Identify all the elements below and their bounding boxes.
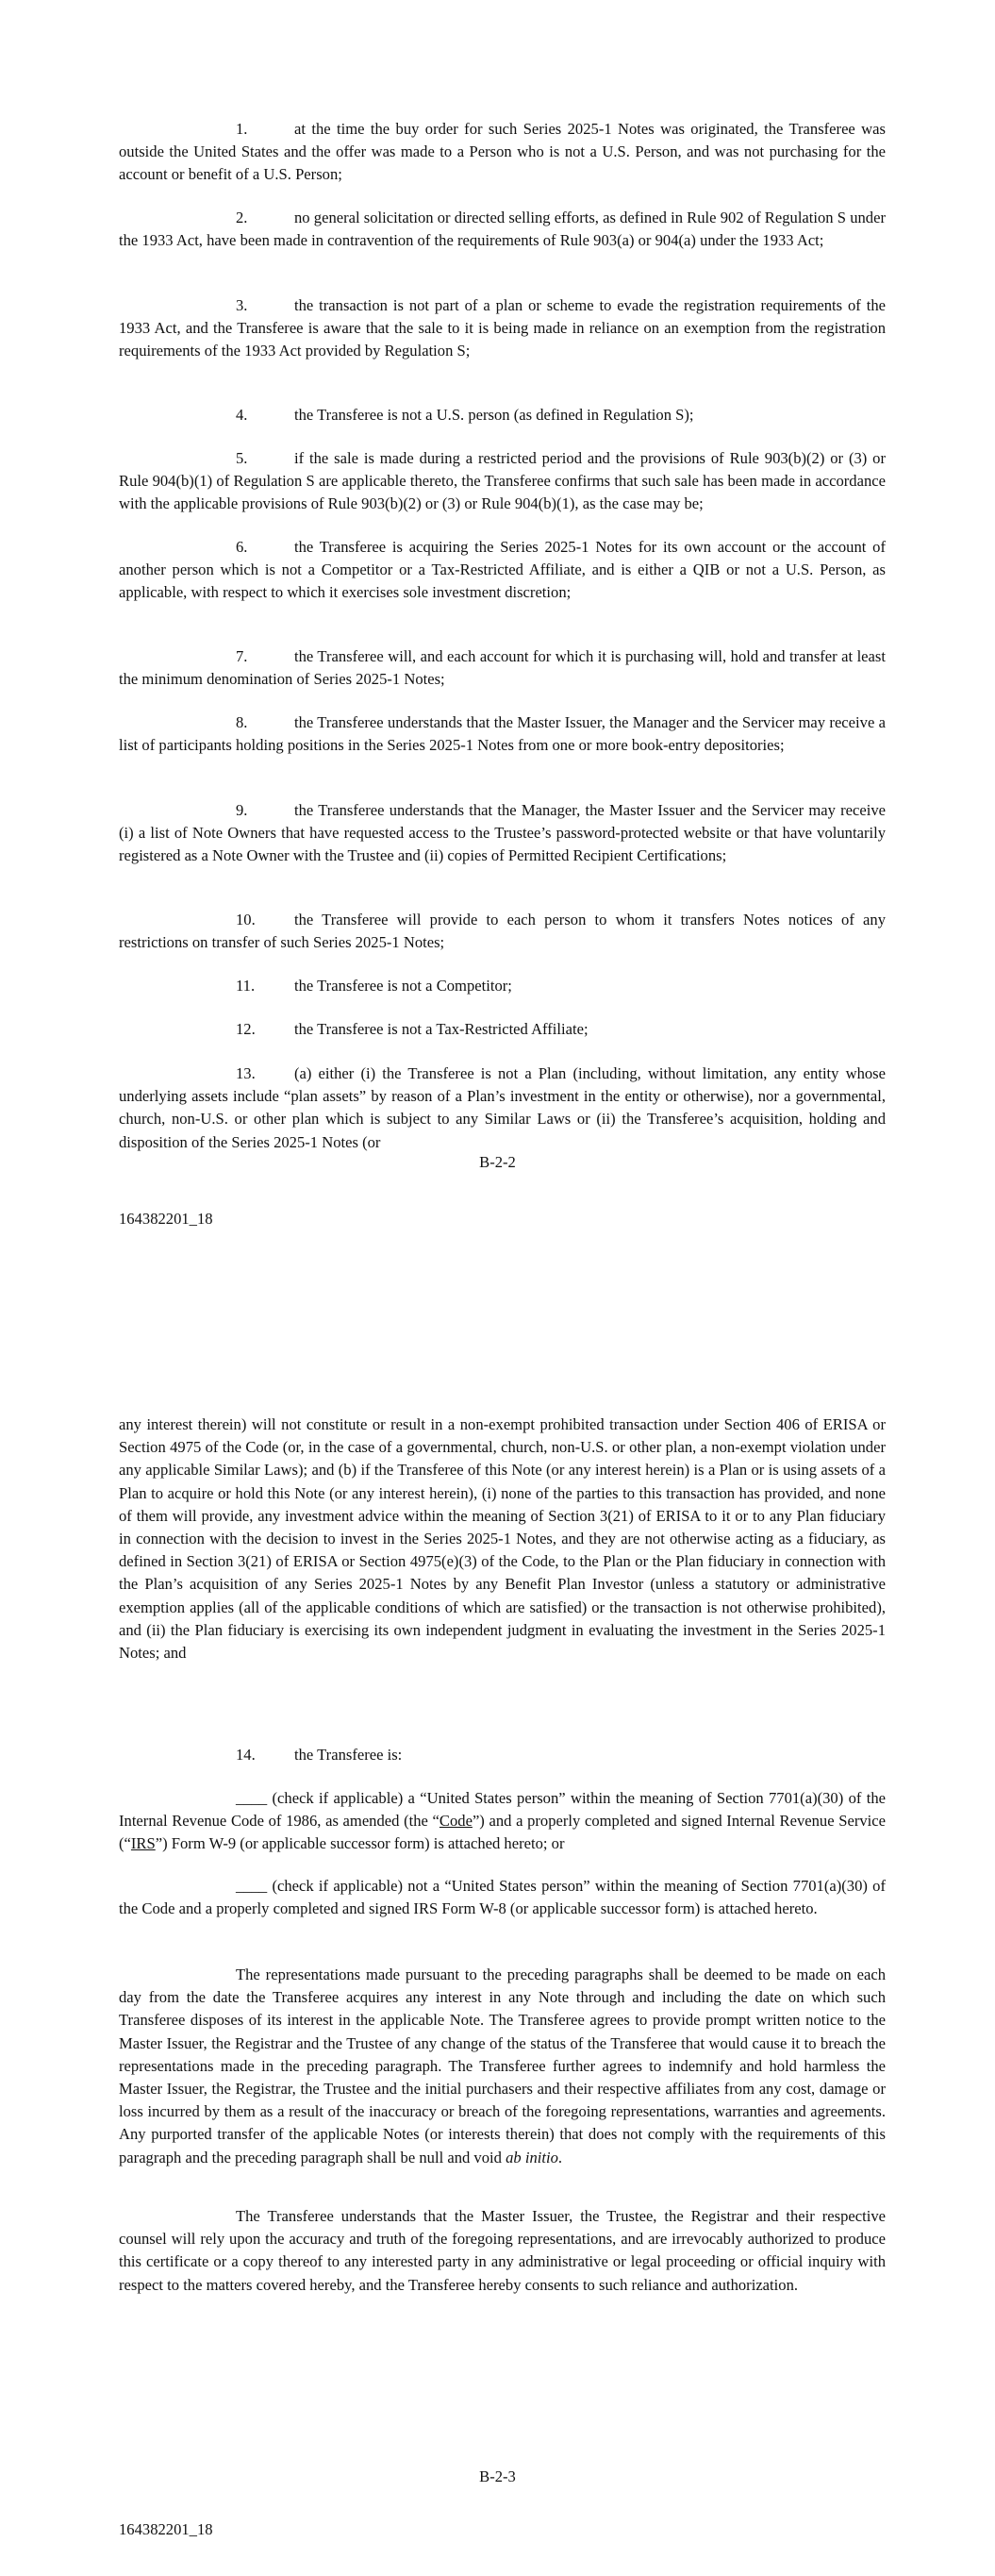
paragraph-5 [119, 447, 886, 516]
option-non-us-person [119, 1875, 886, 1920]
document-id: 164382201_18 [119, 1210, 213, 1228]
paragraph-number: 9. [236, 801, 248, 819]
defined-term-code: Code [439, 1812, 473, 1831]
defined-term-irs: IRS [130, 1834, 156, 1853]
paragraph-text: the Transferee is not a U.S. person (as defined in Regulation S); [294, 406, 694, 424]
reliance-paragraph [119, 2205, 886, 2297]
paragraph-number: 1. [236, 120, 248, 138]
option-text: (check if applicable) not a “United States person” within the meaning of Section 7701(a)(30) of the Code and a properly completed and signed IRS Form W-8 (or applicable successor form) is attached hereto. [119, 1877, 886, 1918]
paragraph-1 [119, 118, 886, 187]
paragraph-2 [119, 207, 886, 252]
paragraph-number: 11. [236, 977, 256, 995]
paragraph-text: the Transferee understands that the Manager, the Master Issuer and the Servicer may receive (i) a list of Note Owners that have requested access to the Trustee’s password-protected website or that have voluntarily registered as a Note Owner with the Trustee and (ii) copies of Permitted Recipient Certifications; [119, 801, 886, 865]
paragraph-7 [119, 645, 886, 691]
page-number: B-2-2 [479, 1153, 516, 1171]
paragraph-number: 5. [236, 449, 248, 467]
option-us-person [119, 1787, 886, 1856]
paragraph-text: any interest therein) will not constitute or result in a non-exempt prohibited transaction under Section 406 of ERISA or Section 4975 of the Code (or, in the case of a governmental, church, non-U.S. or other plan, a non-exempt violation under any applicable Similar Laws); and (b) if the Transferee of this Note (or any interest herein) is a Plan or is using assets of a Plan to acquire or hold this Note (or any interest herein), (i) none of the parties to this transaction has provided, and none of them will provide, any investment advice within the meaning of Section 3(21) of ERISA to it or to any Plan fiduciary in connection with the decision to invest in the Series 2025-1 Notes, and they are not otherwise acting as a fiduciary, as defined in Section 3(21) of ERISA or Section 4975(e)(3) of the Code, to the Plan or the Plan fiduciary in connection with the Plan’s acquisition of any Series 2025-1 Notes by any Benefit Plan Investor (unless a statutory or administrative exemption applies (all of the applicable conditions of which are satisfied) or the transaction is not otherwise prohibited), and (ii) the Plan fiduciary is exercising its own independent judgment in evaluating the investment in the Series 2025-1 Notes; and [119, 1415, 886, 1663]
paragraph-text: the Transferee is not a Competitor; [294, 977, 512, 995]
paragraph-3 [119, 294, 886, 363]
paragraph-14 [119, 1744, 886, 1766]
paragraph-text: at the time the buy order for such Series 2025-1 Notes was originated, the Transferee was outside the United States and the offer was made to a Person who is not a U.S. Person, and was not purchasing for the account or benefit of a U.S. Person; [119, 120, 886, 184]
paragraph-text: The representations made pursuant to the preceding paragraphs shall be deemed to be made on each day from the date the Transferee acquires any interest in any Note through and including the date on which such Transferee disposes of its interest in the applicable Note. The Transferee agrees to provide prompt written notice to the Master Issuer, the Registrar and the Trustee of any change of the status of the Transferee that would cause it to breach the representations made in the preceding paragraph. The Transferee further agrees to indemnify and hold harmless the Master Issuer, the Registrar, the Trustee and the initial purchasers and their respective affiliates from any cost, damage or loss incurred by them as a result of the inaccuracy or breach of the foregoing representations, warranties and agreements. Any purported transfer of the applicable Notes (or interests therein) that does not comply with the requirements of this paragraph and the preceding paragraph shall be null and void [119, 1965, 886, 2166]
paragraph-number: 13. [236, 1064, 256, 1082]
italic-term: ab initio [506, 2148, 558, 2166]
paragraph-4 [119, 404, 886, 427]
paragraph-13-continuation [119, 1413, 886, 1664]
paragraph-text: the transaction is not part of a plan or scheme to evade the registration requirements of the 1933 Act, and the Transferee is aware that the sale to it is being made in reliance on an exemption from the registration requirements of the 1933 Act provided by Regulation S; [119, 296, 886, 360]
paragraph-number: 6. [236, 538, 248, 556]
paragraph-number: 8. [236, 713, 248, 731]
check-blank[interactable]: ____ [236, 1877, 268, 1895]
paragraph-number: 3. [236, 296, 248, 314]
paragraph-text: (a) either (i) the Transferee is not a Plan (including, without limitation, any entity whose underlying assets include “plan assets” by reason of a Plan’s investment in the entity or otherwise), nor a governmental, church, non-U.S. or other plan which is subject to any Similar Laws or (ii) the Transferee’s acquisition, holding and disposition of the Series 2025-1 Notes (or [119, 1064, 886, 1151]
paragraph-text: the Transferee is acquiring the Series 2025-1 Notes for its own account or the account of another person which is not a Competitor or a Tax-Restricted Affiliate, and is either a QIB or not a U.S. Person, as applicable, with respect to which it exercises sole investment discretion; [119, 538, 886, 602]
paragraph-text: the Transferee will, and each account for which it is purchasing will, hold and transfer at least the minimum denomination of Series 2025-1 Notes; [119, 647, 886, 689]
paragraph-12 [119, 1018, 886, 1041]
paragraph-number: 2. [236, 209, 248, 226]
option-text: ”) and a properly completed and signed Internal Revenue Service (“ [119, 1812, 886, 1853]
paragraph-number: 14. [236, 1746, 256, 1764]
paragraph-10 [119, 909, 886, 954]
paragraph-number: 4. [236, 406, 248, 424]
paragraph-8 [119, 711, 886, 757]
paragraph-text: the Transferee understands that the Master Issuer, the Manager and the Servicer may receive a list of participants holding positions in the Series 2025-1 Notes from one or more book-entry depositories; [119, 713, 886, 755]
page-number: B-2-3 [479, 2467, 516, 2485]
paragraph-text: the Transferee is: [294, 1746, 403, 1764]
paragraph-11 [119, 975, 886, 997]
paragraph-text: The Transferee understands that the Master Issuer, the Trustee, the Registrar and their respective counsel will rely upon the accuracy and truth of the foregoing representations, and are irrevocably authorized to produce this certificate or a copy thereof to any interested party in any administrative or legal proceeding or official inquiry with respect to the matters covered hereby, and the Transferee hereby consents to such reliance and authorization. [119, 2207, 886, 2294]
paragraph-text: no general solicitation or directed selling efforts, as defined in Rule 902 of Regulation S under the 1933 Act, have been made in contravention of the requirements of Rule 903(a) or 904(a) under the 1933 Act; [119, 209, 886, 250]
check-blank[interactable]: ____ [236, 1789, 268, 1807]
representations-paragraph [119, 1964, 886, 2169]
paragraph-number: 10. [236, 911, 256, 928]
document-id: 164382201_18 [119, 2520, 213, 2538]
paragraph-9 [119, 799, 886, 868]
paragraph-6 [119, 536, 886, 605]
paragraph-text: the Transferee is not a Tax-Restricted Affiliate; [294, 1020, 589, 1038]
option-text: ”) Form W-9 (or applicable successor form) is attached hereto; or [155, 1834, 565, 1853]
paragraph-number: 7. [236, 647, 248, 665]
page-b-2-3 [0, 1288, 995, 2576]
paragraph-text: the Transferee will provide to each person to whom it transfers Notes notices of any restrictions on transfer of such Series 2025-1 Notes; [119, 911, 886, 952]
paragraph-text: if the sale is made during a restricted period and the provisions of Rule 903(b)(2) or (3) or Rule 904(b)(1) of Regulation S are applicable thereto, the Transferee confirms that such sale has been made in accordance with the applicable provisions of Rule 903(b)(2) or (3) or Rule 904(b)(1), as the case may be; [119, 449, 886, 513]
paragraph-end: . [557, 2148, 563, 2166]
paragraph-13 [119, 1062, 886, 1154]
paragraph-number: 12. [236, 1020, 256, 1038]
option-text: (check if applicable) a “United States person” within the meaning of Section 7701(a)(30) of the Internal Revenue Code of 1986, as amended (the “ [119, 1789, 886, 1831]
